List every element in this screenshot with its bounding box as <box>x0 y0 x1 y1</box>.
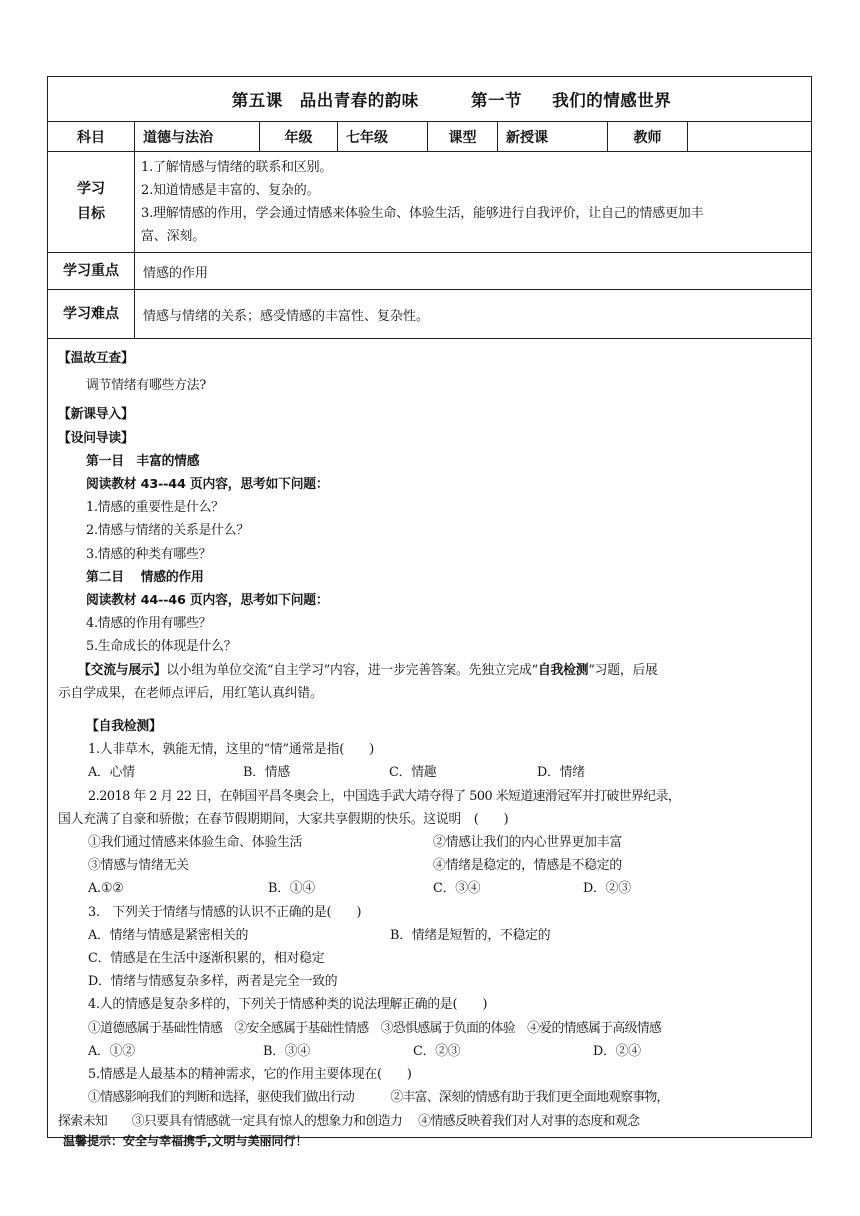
question-item: 1.情感的重要性是什么？ <box>86 500 224 516</box>
lesson-title: 第五课 品出青春的韵味 <box>231 91 419 110</box>
question-item: 5.生命成长的体现是什么？ <box>86 639 237 655</box>
option: C．③④ <box>433 881 481 897</box>
review-heading: 【温故互查】 <box>58 351 134 366</box>
question-2-statements <box>58 854 801 877</box>
statement: ④情绪是稳定的，情感是不稳定的 <box>433 858 622 874</box>
subject-label: 科目 <box>48 122 135 152</box>
question-4-options <box>58 1040 801 1063</box>
question-3: 3. 下列关于情绪与情感的认识不正确的是( ) <box>88 904 362 920</box>
section-label: 第一节 <box>471 91 522 110</box>
part1-title: 第一目 丰富的情感 <box>86 453 200 469</box>
question-item: 3.情感的种类有哪些？ <box>86 546 212 562</box>
goals-list <box>135 152 812 253</box>
option: A．心情 <box>88 765 135 781</box>
question-4: 4.人的情感是复杂多样的，下列关于情感种类的说法理解正确的是( ) <box>88 997 488 1013</box>
exchange-heading: 【交流与展示】 <box>78 662 167 678</box>
goal-item: 2.知道情感是丰富的、复杂的。 <box>141 183 320 198</box>
grade-label: 年级 <box>260 122 338 152</box>
part2-reading: 阅读教材 44--46 页内容，思考如下问题： <box>86 593 329 609</box>
exchange-bold: 自我检测 <box>537 662 589 678</box>
option: D．情绪 <box>537 765 585 781</box>
review-question: 调节情绪有哪些方法? <box>86 378 207 394</box>
goals-label <box>48 152 135 253</box>
option: B．①④ <box>268 881 315 897</box>
option: D．②④ <box>593 1043 641 1059</box>
type-value: 新授课 <box>498 122 608 152</box>
option: D．②③ <box>583 881 631 897</box>
question-2-cont: 国人充满了自豪和骄傲；在春节假期期间，大家共享假期的快乐。这说明 ( ) <box>58 811 509 827</box>
option: B．情感 <box>243 765 290 781</box>
goal-item: 1.了解情感与情绪的联系和区别。 <box>141 160 333 175</box>
question-4-statements: ①道德感属于基础性情感 ②安全感属于基础性情感 ③恐惧感属于负面的体验 ④爱的情感属于高级情感 <box>88 1020 662 1036</box>
option: D．情绪与情感复杂多样，两者是完全一致的 <box>88 974 338 990</box>
option: A．情绪与情感是紧密相关的 <box>88 927 249 943</box>
subject-value: 道德与法治 <box>135 122 260 152</box>
meta-row <box>48 122 812 152</box>
footer-tip: 温馨提示：安全与幸福携手,文明与美丽同行！ <box>63 1134 308 1148</box>
exchange-line2: 示自学成果，在老师点评后，用红笔认真纠错。 <box>58 685 323 701</box>
difficulty-text: 情感与情绪的关系；感受情感的丰富性、复杂性。 <box>135 290 812 339</box>
part1-reading: 阅读教材 43--44 页内容，思考如下问题： <box>86 477 329 493</box>
focus-text: 情感的作用 <box>135 253 812 290</box>
option: C．②③ <box>413 1043 461 1059</box>
guide-heading: 【设问导读】 <box>58 430 134 446</box>
intro-heading: 【新课导入】 <box>58 407 134 423</box>
question-2-statements <box>58 831 801 854</box>
option: A.①② <box>88 881 124 897</box>
lesson-body <box>48 339 812 1138</box>
goal-item: 富、深刻。 <box>141 229 206 244</box>
question-1: 1.人非草木，孰能无情，这里的“情”通常是指( ) <box>88 742 375 758</box>
section-title: 我们的情感世界 <box>552 91 672 110</box>
question-5-statements: ①情感影响我们的判断和选择，驱使我们做出行动 ②丰富、深刻的情感有助于我们更全面地观察事物， <box>88 1090 669 1106</box>
teacher-value <box>688 122 812 152</box>
goals-label-line1: 学习 <box>77 181 105 197</box>
question-2-options <box>58 877 801 900</box>
question-3-options-ab <box>58 924 801 947</box>
exchange-text-end: ”习题，后展 <box>588 662 658 678</box>
lesson-plan-table <box>47 76 812 1138</box>
part2-title: 第二目 情感的作用 <box>86 569 204 585</box>
statement: ②情感让我们的内心世界更加丰富 <box>433 835 622 851</box>
option: A．①② <box>88 1043 135 1059</box>
difficulty-label: 学习难点 <box>48 290 135 339</box>
focus-label: 学习重点 <box>48 253 135 290</box>
question-item: 2.情感与情绪的关系是什么？ <box>86 523 249 539</box>
option: C．情趣 <box>389 765 437 781</box>
option: B．情绪是短暂的，不稳定的 <box>390 927 551 943</box>
question-5: 5.情感是人最基本的精神需求，它的作用主要体现在( ) <box>88 1067 412 1083</box>
type-label: 课型 <box>428 122 498 152</box>
page-title <box>48 77 812 122</box>
goals-label-line2: 目标 <box>77 206 105 222</box>
question-1-options <box>58 761 801 784</box>
option: C．情感是在生活中逐渐积累的，相对稳定 <box>88 951 325 967</box>
statement: ①我们通过情感来体验生命、体验生活 <box>88 835 303 851</box>
grade-value: 七年级 <box>338 122 428 152</box>
goal-item: 3.理解情感的作用，学会通过情感来体验生命、体验生活，能够进行自我评价，让自己的情感更加丰 <box>141 206 704 221</box>
question-2: 2.2018 年 2 月 22 日，在韩国平昌冬奥会上，中国选手武大靖夺得了 500 米短道速滑冠军并打破世界纪录， <box>88 788 681 804</box>
teacher-label: 教师 <box>608 122 688 152</box>
check-heading: 【自我检测】 <box>86 719 162 735</box>
question-item: 4.情感的作用有哪些？ <box>86 616 212 632</box>
statement: ③情感与情绪无关 <box>88 858 189 874</box>
question-5-statements-cont: 探索未知 ③只要具有情感就一定具有惊人的想象力和创造力 ④情感反映着我们对人对事的态度和观念 <box>58 1113 640 1129</box>
exchange-paragraph <box>58 659 801 682</box>
exchange-text: 以小组为单位交流“自主学习”内容，进一步完善答案。先独立完成“ <box>166 662 538 678</box>
option: B．③④ <box>263 1043 310 1059</box>
